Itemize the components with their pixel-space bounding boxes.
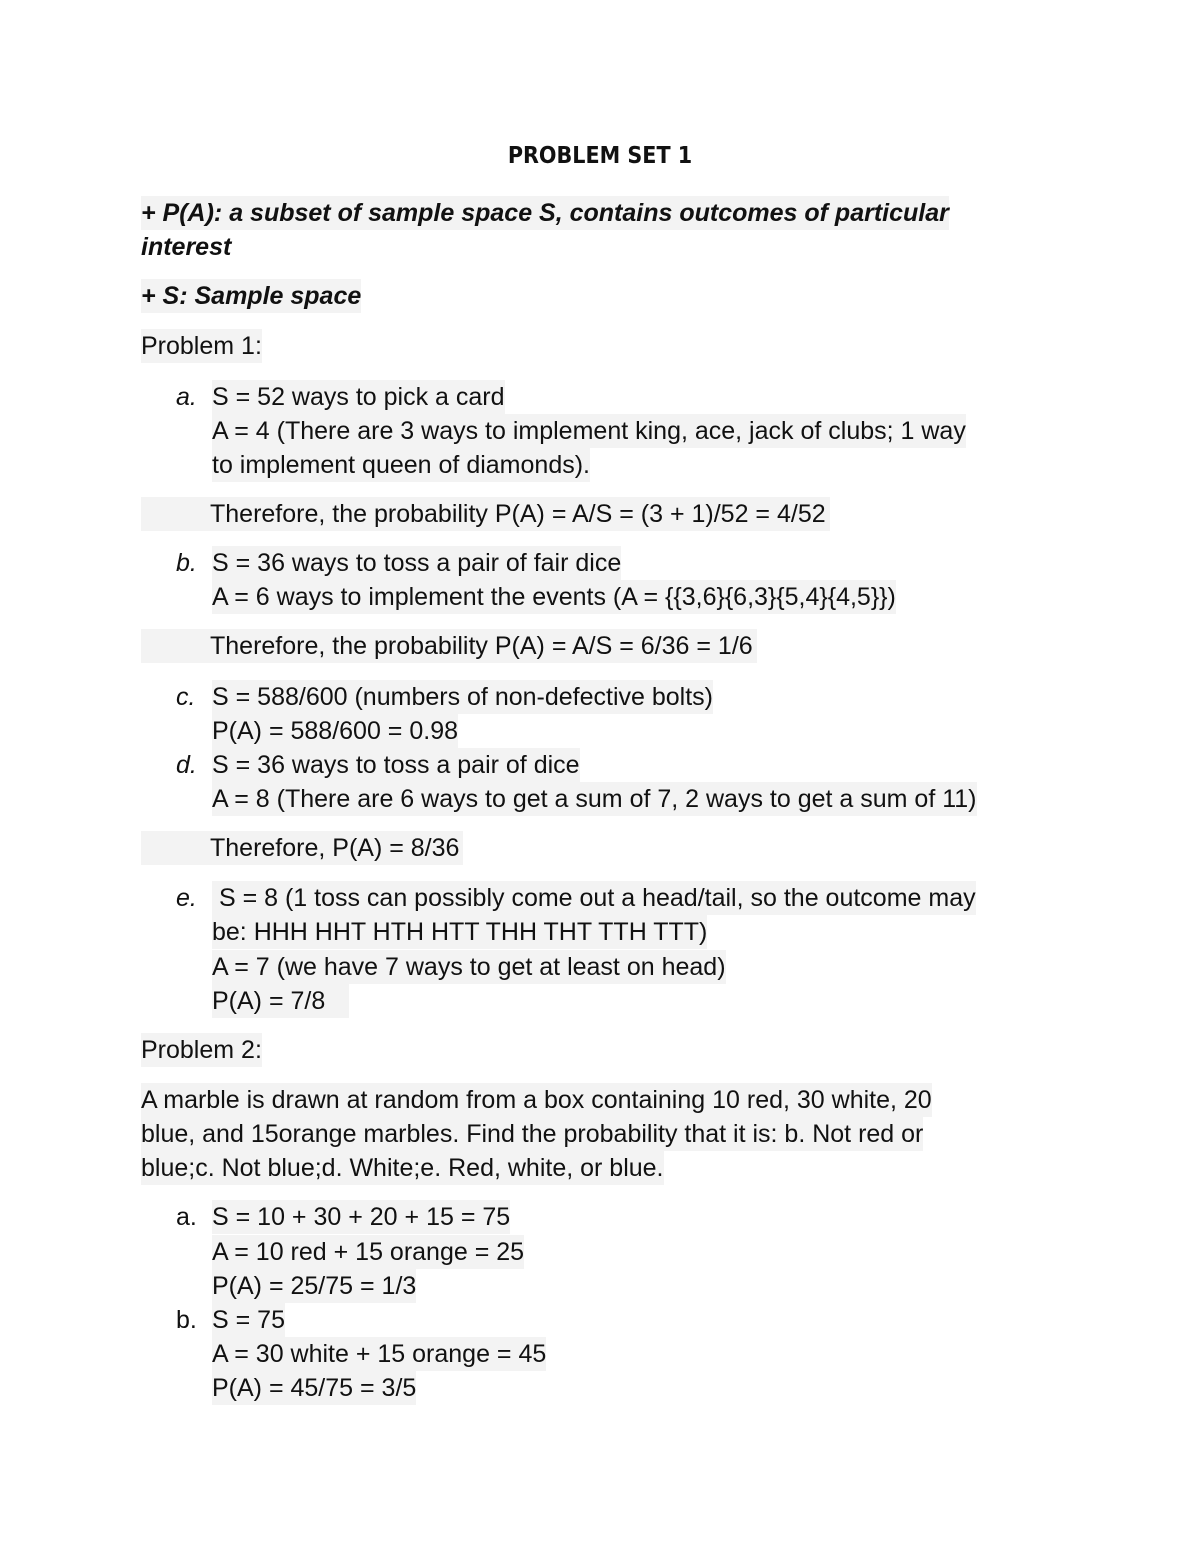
problem2-a-line1: S = 10 + 30 + 20 + 15 = 75 [212, 1200, 510, 1234]
problem1-b-line1: S = 36 ways to toss a pair of fair dice [212, 546, 621, 580]
problem1-a-line1: S = 52 ways to pick a card [212, 380, 505, 414]
problem1-e-line3: A = 7 (we have 7 ways to get at least on head) [212, 950, 726, 984]
problem1-e-line1: S = 8 (1 toss can possibly come out a head/tail, so the outcome may [212, 881, 976, 915]
problem2-a-line2: A = 10 red + 15 orange = 25 [212, 1235, 524, 1269]
problem1-b-marker: b. [176, 549, 197, 577]
problem2-b-line1: S = 75 [212, 1303, 285, 1337]
problem1-heading: Problem 1: [141, 329, 262, 363]
problem2-statement-line3: blue;c. Not blue;d. White;e. Red, white, or blue. [141, 1151, 664, 1185]
problem2-statement-line1: A marble is drawn at random from a box containing 10 red, 30 white, 20 [141, 1083, 932, 1117]
definition-pa-line2: interest [141, 233, 232, 261]
problem1-a-line2: A = 4 (There are 3 ways to implement king, ace, jack of clubs; 1 way [212, 414, 966, 448]
problem2-heading: Problem 2: [141, 1033, 262, 1067]
problem1-d-marker: d. [176, 751, 197, 779]
problem1-e-line4: P(A) = 7/8 [212, 984, 349, 1018]
problem2-statement-line2: blue, and 15orange marbles. Find the probability that it is: b. Not red or [141, 1117, 923, 1151]
problem1-b-line2: A = 6 ways to implement the events (A = {{3,6}{6,3}{5,4}{4,5}}) [212, 580, 896, 614]
problem2-b-line3: P(A) = 45/75 = 3/5 [212, 1371, 416, 1405]
problem1-b-conclusion: Therefore, the probability P(A) = A/S = 6/36 = 1/6 [141, 629, 757, 663]
problem1-d-line2: A = 8 (There are 6 ways to get a sum of 7, 2 ways to get a sum of 11) [212, 782, 977, 816]
problem1-a-conclusion: Therefore, the probability P(A) = A/S = (3 + 1)/52 = 4/52 [141, 497, 830, 531]
problem2-b-marker: b. [176, 1306, 197, 1334]
problem1-a-line3: to implement queen of diamonds). [212, 448, 590, 482]
problem2-b-line2: A = 30 white + 15 orange = 45 [212, 1337, 546, 1371]
problem2-a-line3: P(A) = 25/75 = 1/3 [212, 1269, 416, 1303]
problem1-d-line1: S = 36 ways to toss a pair of dice [212, 748, 580, 782]
problem1-d-conclusion: Therefore, P(A) = 8/36 [141, 831, 463, 865]
problem1-c-marker: c. [176, 683, 196, 711]
problem1-a-marker: a. [176, 383, 197, 411]
problem1-c-line2: P(A) = 588/600 = 0.98 [212, 714, 458, 748]
definition-s: + S: Sample space [141, 279, 361, 313]
page-title: PROBLEM SET 1 [507, 143, 693, 169]
definition-pa-line1: + P(A): a subset of sample space S, contains outcomes of particular [141, 196, 949, 230]
problem1-c-line1: S = 588/600 (numbers of non-defective bolts) [212, 680, 713, 714]
problem1-e-marker: e. [176, 884, 197, 912]
problem1-e-line2: be: HHH HHT HTH HTT THH THT TTH TTT) [212, 915, 707, 949]
problem2-a-marker: a. [176, 1203, 197, 1231]
